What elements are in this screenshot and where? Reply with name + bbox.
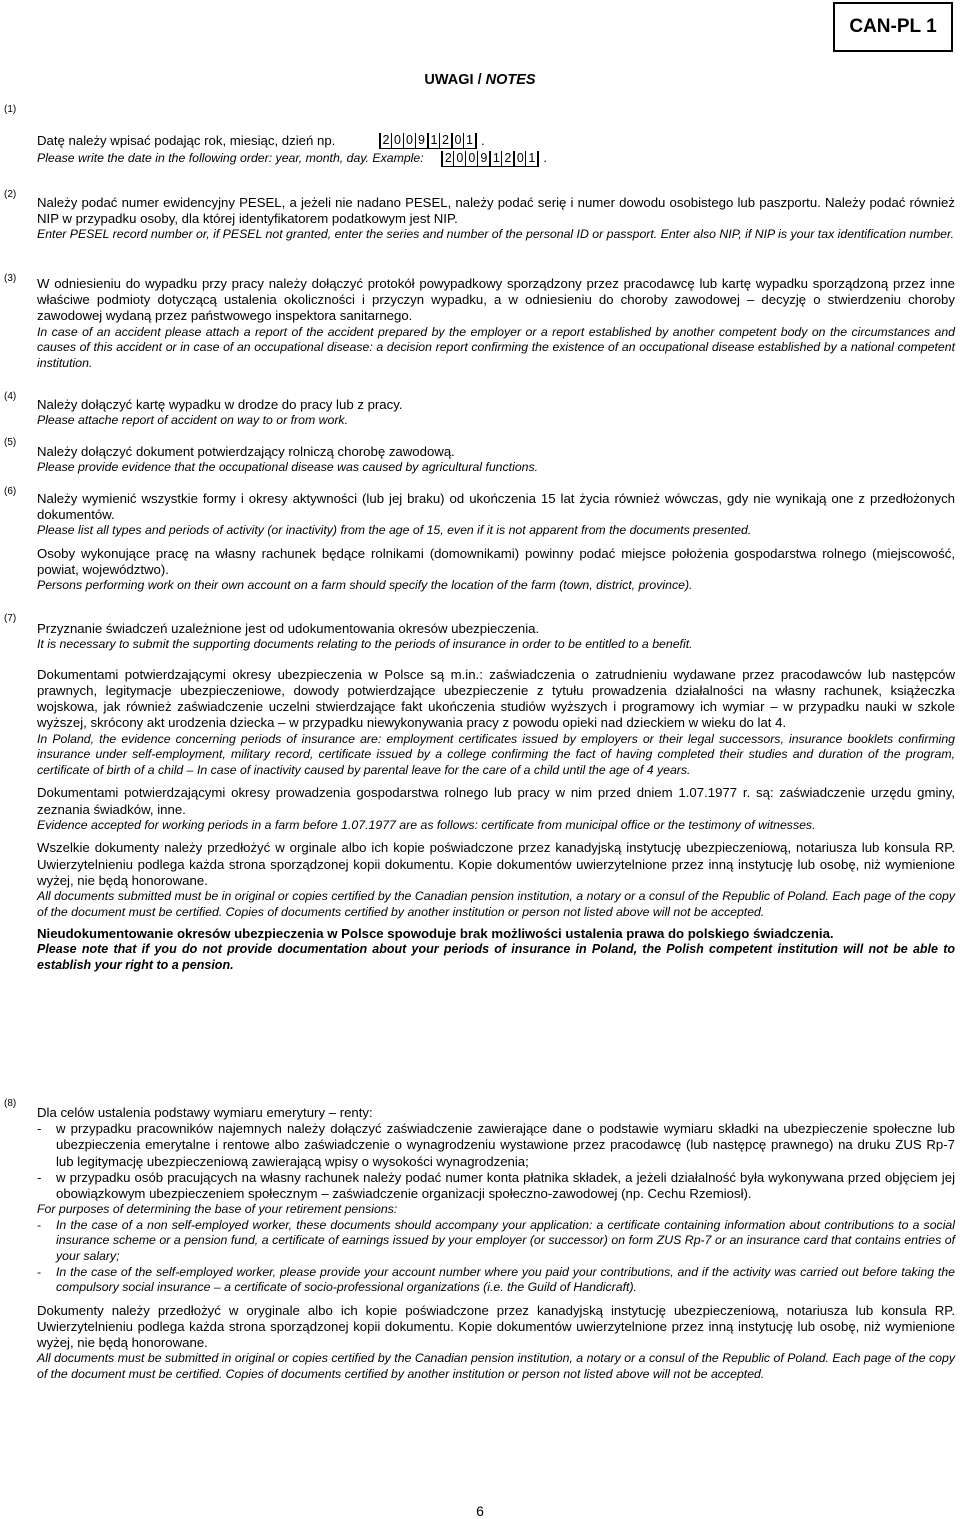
note-7-en-4: All documents submitted must be in original or copies certified by the Canadian pension institution, a notary or a consul of the Republic of Poland. Each page of the copy of the document must be certified. Copies of documents certified by another institution or person not listed above will not be accepted. bbox=[37, 889, 955, 919]
note-6-en-2: Persons performing work on their own account on a farm should specify the location of the farm (town, district, province). bbox=[37, 578, 693, 593]
note-1 bbox=[37, 133, 955, 167]
note-8-en-item: - In the case of the self-employed worker, please provide your account number where you paid your contributions, and if the activity was carried out before taking the compulsory social insurance – a certificate of socio-professional organizations (i.e. the Guild of Handicraft). bbox=[37, 1264, 955, 1295]
note-7-pl-4: Wszelkie dokumenty należy przedłożyć w orginale albo ich kopie poświadczone przez kanadyjską instytucję ubezpieczeniową, notariusza lub konsula RP. Uwierzytelnieniu podlega każda strona sporządzonej kopii dokumentu. Kopie dokumentów uwierzytelnione przez inną instytucję lub osobę, niż wymienione wyżej, nie będą honorowane. bbox=[37, 840, 955, 888]
note-2 bbox=[37, 195, 955, 243]
note-8-pl-item-text: w przypadku pracowników najemnych należy dołączyć zaświadczenie zawierające dane o podstawie wymiaru składki na ubezpieczenie społeczne lub ubezpieczenia emerytalne i rentowe albo zaświadczenie o wynagrodzeniu wystawione przez pracodawcę (lub następcę prawnego) na druku ZUS Rp-7 lub legitymację ubezpieczeniową zawierającą wpisy o wysokości wynagrodzenia; bbox=[56, 1121, 955, 1169]
date-digit: 1 bbox=[525, 151, 537, 166]
note-8-pl-item-text: w przypadku osób pracujących na własny rachunek należy podać numer konta płatnika składek, a jeżeli działalność była wykonywana przed objęciem jej obowiązkowym ubezpieczeniem społecznym – zaświadczenie organizacji społeczno-zawodowej (np. Cechu Rzemiosł). bbox=[56, 1169, 955, 1202]
date-digit: 1 bbox=[427, 133, 439, 148]
note-8-pl-item: - w przypadku osób pracujących na własny rachunek należy podać numer konta płatnika składek, a jeżeli działalność była wykonywana przed objęciem jej obowiązkowym ubezpieczeniem społecznym – zaświadczenie organizacji społeczno-zawodowej (np. Cechu Rzemiosł). bbox=[37, 1169, 955, 1202]
title-separator: / bbox=[477, 72, 482, 88]
note-7 bbox=[37, 621, 955, 974]
note-4-en: Please attache report of accident on way to or from work. bbox=[37, 413, 348, 428]
date-digit: 1 bbox=[489, 151, 501, 166]
note-7-en-2: In Poland, the evidence concerning periods of insurance are: employment certificates issued by employers or their legal successors, insurance booklets confirming insurance under self-employment, military record, certificate issued by a college confirming the fact of having completed their studies and duration of the program, certificate of birth of a child – In case of inactivity caused by parental leave for the care of a child until the age of 4 years. bbox=[37, 731, 955, 777]
note-2-en: Enter PESEL record number or, if PESEL not granted, enter the series and number of the personal ID or passport. Enter also NIP, if NIP is your tax identification number. bbox=[37, 227, 955, 242]
note-4 bbox=[37, 397, 955, 429]
note-1-line-en bbox=[37, 150, 955, 167]
note-8-en-intro: For purposes of determining the base of your retirement pensions: bbox=[37, 1202, 398, 1217]
note-1-pl: Datę należy wpisać podając rok, miesiąc, dzień np. bbox=[37, 133, 336, 148]
date-digit: 0 bbox=[513, 151, 525, 166]
date-digit: 9 bbox=[477, 151, 489, 166]
note-6-en-1: Please list all types and periods of activity (or inactivity) from the age of 15, even if it is not apparent from the documents presented. bbox=[37, 523, 752, 538]
date-digit: 0 bbox=[451, 133, 463, 148]
note-number-3: (3) bbox=[4, 273, 17, 284]
note-6-pl-2: Osoby wykonujące pracę na własny rachunek będące rolnikami (domownikami) powinny podać miejsce położenia gospodarstwa rolnego (miejscowość, powiat, województwo). bbox=[37, 546, 955, 578]
date-digit: 9 bbox=[415, 133, 427, 148]
date-digit: 2 bbox=[379, 133, 391, 148]
note-7-pl-1: Przyznanie świadczeń uzależnione jest od udokumentowania okresów ubezpieczenia. bbox=[37, 621, 540, 636]
date-dot: . bbox=[481, 133, 485, 148]
note-7-pl-5: Nieudokumentowanie okresów ubezpieczenia w Polsce spowoduje brak możliwości ustalenia prawa do polskiego świadczenia. bbox=[37, 926, 834, 942]
note-8-pl-item: - w przypadku pracowników najemnych należy dołączyć zaświadczenie zawierające dane o podstawie wymiaru składki na ubezpieczenie społeczne lub ubezpieczenia emerytalne i rentowe albo zaświadczenie o wynagrodzeniu wystawione przez pracodawcę (lub następcę prawnego) na druku ZUS Rp-7 lub legitymację ubezpieczeniową zawierającą wpisy o wysokości wynagrodzenia; bbox=[37, 1121, 955, 1169]
note-number-5: (5) bbox=[4, 437, 17, 448]
note-2-pl: Należy podać numer ewidencyjny PESEL, a jeżeli nie nadano PESEL, należy podać serię i numer dowodu osobistego lub paszportu. Należy podać również NIP w przypadku osoby, dla której identyfikatorem podatkowym jest NIP. bbox=[37, 195, 955, 227]
date-example-pl bbox=[379, 133, 477, 149]
date-digit: 0 bbox=[465, 151, 477, 166]
note-5 bbox=[37, 444, 955, 476]
note-7-pl-2: Dokumentami potwierdzającymi okresy ubezpieczenia w Polsce są m.in.: zaświadczenia o zatrudnieniu wydawane przez pracodawców lub następców prawnych, legitymacje ubezpieczeniowe, dowody potwierdzające ubezpieczenie z tytułu prowadzenia działalności na własny rachunek, książeczka wojskowa, jak również zaświadczenie uczelni stwierdzające fakt ukończenia studiów wyższych i programowy ich wymiar – w przypadku nauki w szkole wyższej, skrócony akt urodzenia dziecka – w przypadku niewykonywania pracy z powodu opieki nad dzieckiem w wieku do lat 4. bbox=[37, 666, 955, 731]
form-code-badge: CAN-PL 1 bbox=[833, 2, 953, 52]
note-8 bbox=[37, 1105, 955, 1383]
note-7-en-3: Evidence accepted for working periods in a farm before 1.07.1977 are as follows: certificate from municipal office or the testimony of witnesses. bbox=[37, 817, 816, 832]
date-dot: . bbox=[543, 150, 547, 166]
note-number-4: (4) bbox=[4, 391, 17, 402]
note-5-pl: Należy dołączyć dokument potwierdzający rolniczą chorobę zawodową. bbox=[37, 444, 455, 459]
note-7-pl-3: Dokumentami potwierdzającymi okresy prowadzenia gospodarstwa rolnego lub pracy w nim przed dniem 1.07.1977 r. są: zaświadczenie urzędu gminy, zeznania świadków, inne. bbox=[37, 785, 955, 817]
note-number-2: (2) bbox=[4, 189, 17, 200]
date-digit: 0 bbox=[391, 133, 403, 148]
note-8-en-docs: All documents must be submitted in original or copies certified by the Canadian pension institution, a notary or a consul of the Republic of Poland. Each page of the copy of the document must be certified. Copies of documents certified by another institution or person not listed above will not be accepted. bbox=[37, 1351, 955, 1381]
note-6-pl-1: Należy wymienić wszystkie formy i okresy aktywności (lub jej braku) od ukończenia 15 lat życia również wówczas, gdy nie wynikają one z przedłożonych dokumentów. bbox=[37, 491, 955, 523]
note-number-1: (1) bbox=[4, 104, 17, 115]
date-example-en bbox=[441, 151, 539, 167]
note-8-en-item-text: In the case of the self-employed worker, please provide your account number where you paid your contributions, and if the activity was carried out before taking the compulsory social insurance – a certificate of socio-professional organizations (i.e. the Guild of Handicraft). bbox=[56, 1264, 955, 1295]
note-5-en: Please provide evidence that the occupational disease was caused by agricultural functions. bbox=[37, 460, 539, 475]
note-3 bbox=[37, 276, 955, 371]
note-3-en: In case of an accident please attach a report of the accident prepared by the employer or a report established by another competent body on the circumstances and causes of this accident or in case of an occupational disease: a decision report confirming the existence of an occupational disease established by a national competent institution. bbox=[37, 324, 955, 370]
page-number: 6 bbox=[476, 1503, 484, 1519]
note-8-en-item-text: In the case of a non self-employed worker, these documents should accompany your application: a certificate containing information about contributions to a social insurance scheme or a pension fund, a certificate of earnings issued by your employer (or successor) on form ZUS Rp-7 or an insurance card that contains entries of your salary; bbox=[56, 1217, 955, 1263]
title-en: NOTES bbox=[485, 72, 536, 88]
note-number-8: (8) bbox=[4, 1098, 17, 1109]
date-digit: 2 bbox=[441, 151, 453, 166]
note-4-pl: Należy dołączyć kartę wypadku w drodze do pracy lub z pracy. bbox=[37, 397, 403, 412]
note-8-pl-intro: Dla celów ustalenia podstawy wymiaru emerytury – renty: bbox=[37, 1105, 373, 1120]
note-6 bbox=[37, 491, 955, 594]
date-digit: 2 bbox=[501, 151, 513, 166]
note-7-en-5: Please note that if you do not provide documentation about your periods of insurance in Poland, the Polish competent institution will not be able to establish your right to a pension. bbox=[37, 942, 955, 972]
page-title bbox=[0, 72, 960, 88]
date-digit: 0 bbox=[453, 151, 465, 166]
note-8-pl-docs: Dokumenty należy przedłożyć w oryginale albo ich kopie poświadczone przez kanadyjską instytucję ubezpieczeniową, notariusza lub konsula RP. Uwierzytelnieniu podlega każda strona sporządzonej kopii dokumentu. Kopie dokumentów uwierzytelnione przez inną instytucję lub osobę, niż wymienione wyżej, nie będą honorowane. bbox=[37, 1302, 955, 1351]
title-pl: UWAGI bbox=[424, 72, 474, 88]
date-digit: 2 bbox=[439, 133, 451, 148]
note-number-6: (6) bbox=[4, 486, 17, 497]
note-8-en-item: - In the case of a non self-employed worker, these documents should accompany your application: a certificate containing information about contributions to a social insurance scheme or a pension fund, a certificate of earnings issued by your employer (or successor) on form ZUS Rp-7 or an insurance card that contains entries of your salary; bbox=[37, 1217, 955, 1263]
note-1-en: Please write the date in the following order: year, month, day. Example: bbox=[37, 151, 424, 166]
note-1-line-pl bbox=[37, 133, 955, 149]
date-digit: 0 bbox=[403, 133, 415, 148]
date-digit: 1 bbox=[463, 133, 475, 148]
note-7-en-1: It is necessary to submit the supporting documents relating to the periods of insurance in order to be entitled to a benefit. bbox=[37, 637, 693, 652]
note-number-7: (7) bbox=[4, 613, 17, 624]
note-3-pl: W odniesieniu do wypadku przy pracy należy dołączyć protokół powypadkowy sporządzony przez pracodawcę lub kartę wypadku sporządzoną przez inne właściwe podmioty dotyczącą ustalenia okoliczności i przyczyn wypadku, a w odniesieniu do choroby zawodowej – decyzję o stwierdzeniu choroby zawodowej wydaną przez państwowego inspektora sanitarnego. bbox=[37, 276, 955, 324]
